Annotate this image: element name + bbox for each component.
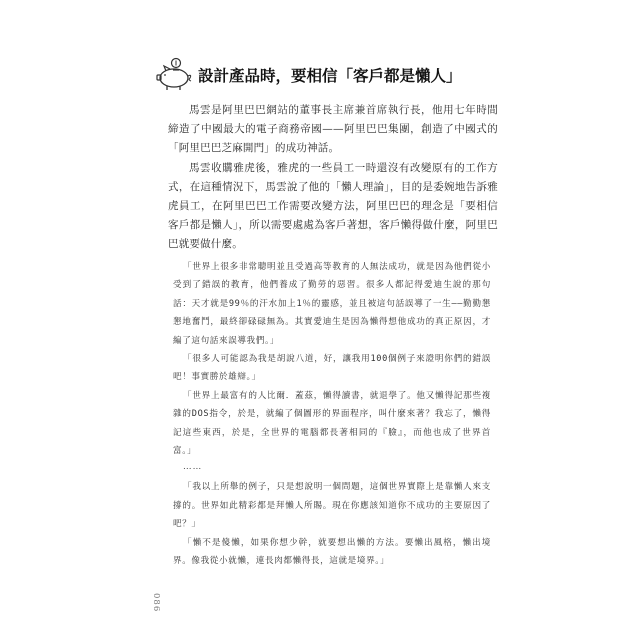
quote-paragraph: 「世界上很多非常聰明並且受過高等教育的人無法成功，就是因為他們從小受到了錯誤的教育，他們養成了勤勞的惡習。很多人都記得愛迪生說的那句話：天才就是99％的汗水加上1％的靈感，並且被這句話誤導了一生——勤勤懇懇地奮鬥，最終卻碌碌無為。其實愛迪生是因為懶得想他成功的真正原因，才編了這句話來誤導我們。」 xyxy=(173,262,491,346)
ellipsis: …… xyxy=(183,462,203,473)
quote-block xyxy=(173,258,491,571)
piggy-bank-icon xyxy=(150,57,194,93)
body-paragraph: 馬雲收購雅虎後，雅虎的一些員工一時還沒有改變原有的工作方式，在這種情況下，馬雲說了他的「懶人理論」，目的是委婉地告訴雅虎員工，在阿里巴巴工作需要改變方法，阿里巴巴的理念是「要相信客戶都是懶人」，所以需要處處為客戶著想，客戶懶得做什麼，阿里巴巴就要做什麼。 xyxy=(168,161,498,251)
quote-paragraph: 「我以上所舉的例子，只是想說明一個問題，這個世界實際上是靠懶人來支撐的。世界如此精彩都是拜懶人所賜。現在你應該知道你不成功的主要原因了吧？」 xyxy=(173,482,491,530)
body-text xyxy=(168,101,498,255)
quote-paragraph: 「很多人可能認為我是胡說八道，好，讓我用100個例子來證明你們的錯誤吧！事實勝於雄辯。」 xyxy=(173,354,491,383)
page-number: 086 xyxy=(151,593,161,613)
quote-paragraph: 「世界上最富有的人比爾．蓋茲，懶得讀書，就退學了。他又懶得記那些複雜的DOS指令，於是，就編了個圖形的界面程序，叫什麼來著？我忘了，懶得記這些東西，於是，全世界的電腦都長著相同的『臉』，而他也成了世界首富。」 xyxy=(173,390,491,457)
body-paragraph: 馬雲是阿里巴巴網站的董事長主席兼首席執行長，他用七年時間締造了中國最大的電子商務帝國——阿里巴巴集團，創造了中國式的「阿里巴巴芝麻開門」的成功神話。 xyxy=(168,104,498,155)
section-header xyxy=(150,55,490,95)
section-title: 設計產品時，要相信「客戶都是懶人」 xyxy=(198,67,462,85)
quote-paragraph: 「懶不是傻懶，如果你想少幹，就要想出懶的方法。要懶出風格，懶出境界。像我從小就懶，連長肉都懶得長，這就是境界。」 xyxy=(173,537,491,567)
